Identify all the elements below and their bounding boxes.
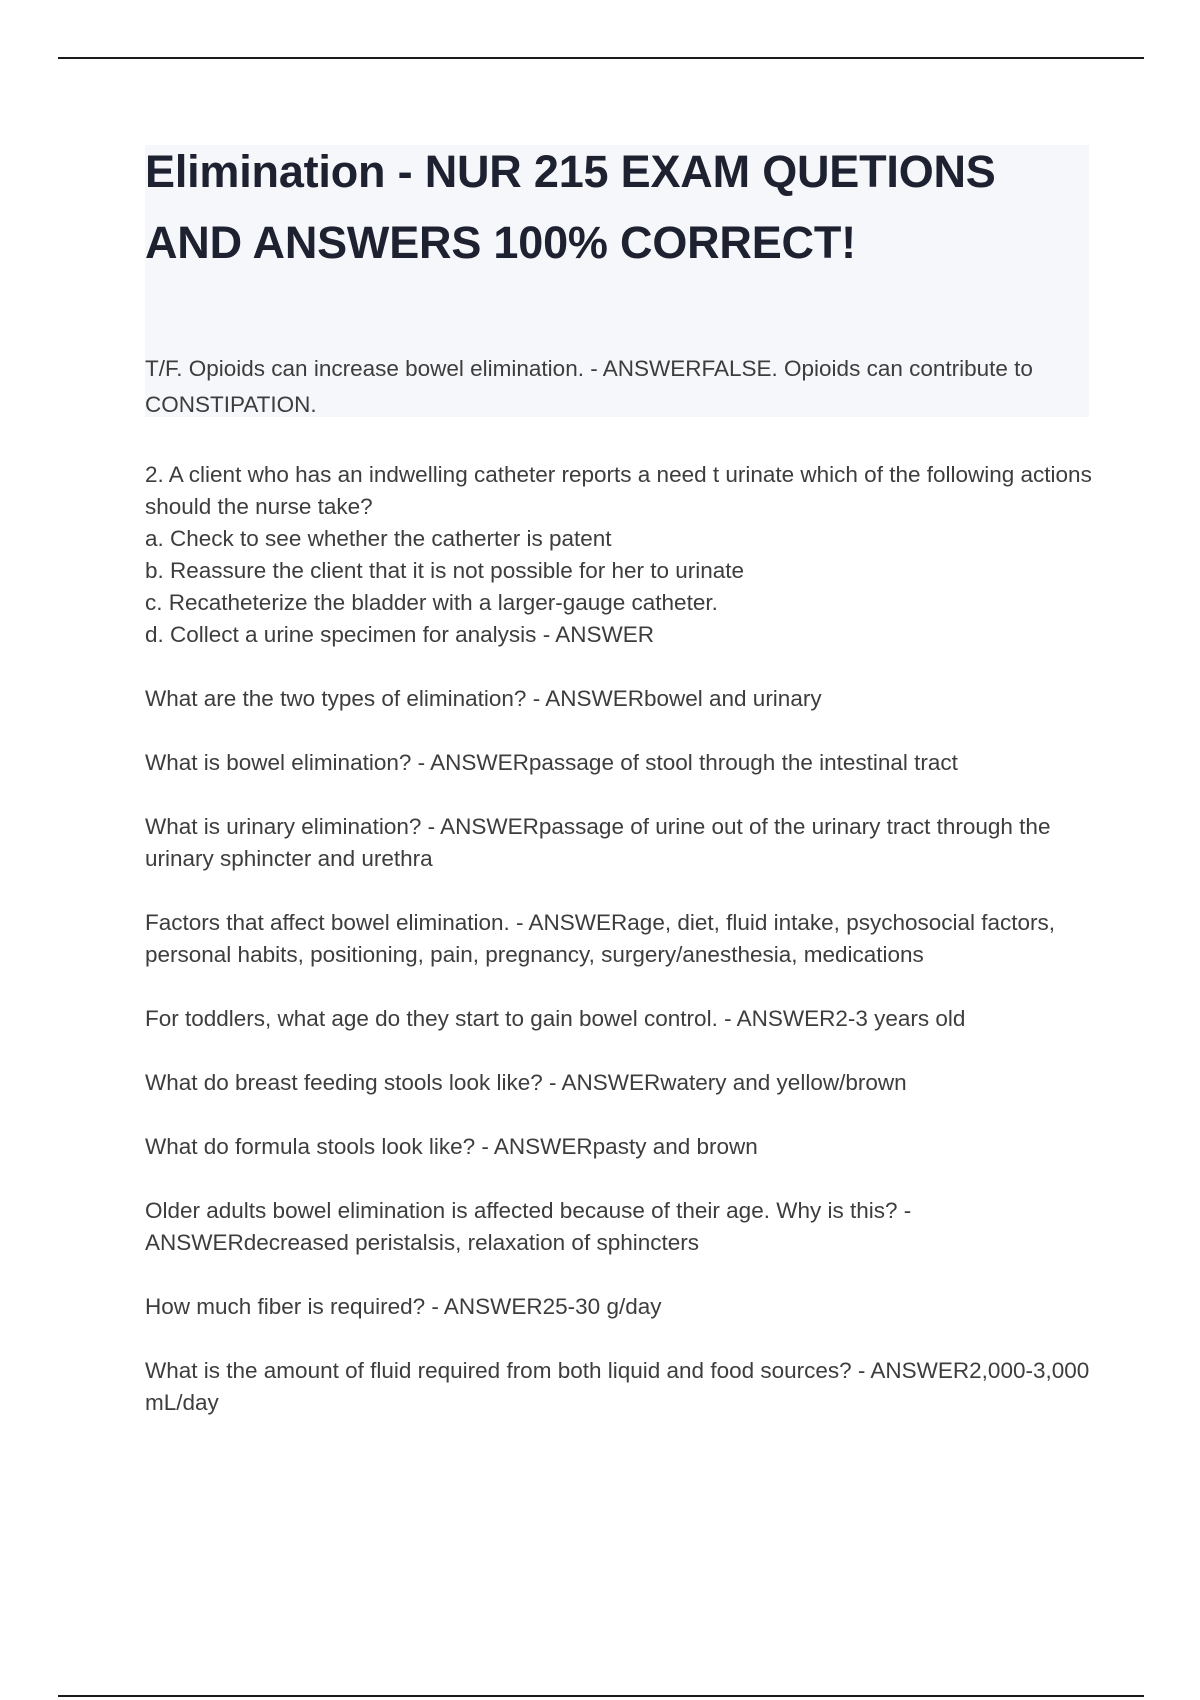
qa-item-4: What is bowel elimination? - ANSWERpassage of stool through the intestinal tract <box>145 750 958 775</box>
qa-item-8: What do breast feeding stools look like? - ANSWERwatery and yellow/brown <box>145 1070 907 1095</box>
question-text: What is urinary elimination? <box>145 814 422 839</box>
qa-item-10: Older adults bowel elimination is affected because of their age. Why is this? - ANSWERdecreased peristalsis, relaxation of sphincters <box>145 1198 912 1255</box>
question-text: Factors that affect bowel elimination. <box>145 910 510 935</box>
answer-text: pasty and brown <box>592 1134 758 1159</box>
option-d-text: d. Collect a urine specimen for analysis <box>145 622 537 647</box>
question-text: T/F. Opioids can increase bowel elimination. <box>145 356 584 381</box>
question-text: For toddlers, what age do they start to gain bowel control. <box>145 1006 718 1031</box>
option-a: a. Check to see whether the catherter is patent <box>145 526 612 551</box>
answer-text: 2-3 years old <box>835 1006 966 1031</box>
answer-text: passage of stool through the intestinal tract <box>528 750 958 775</box>
question-text: What do breast feeding stools look like? <box>145 1070 543 1095</box>
question-text: What is bowel elimination? <box>145 750 412 775</box>
qa-item-6: Factors that affect bowel elimination. - ANSWERage, diet, fluid intake, psychosocial factors, personal habits, positioning, pain, pregnancy, surgery/anesthesia, medications <box>145 910 1056 967</box>
option-d: d. Collect a urine specimen for analysis - ANSWER <box>145 622 654 647</box>
question-text: How much fiber is required? <box>145 1294 426 1319</box>
qa-content <box>145 351 1095 1451</box>
option-c: c. Recatheterize the bladder with a larger-gauge catheter. <box>145 590 718 615</box>
answer-text: passage of urine out of the urinary tract through the urinary sphincter and urethra <box>145 814 1051 871</box>
question-text: Older adults bowel elimination is affected because of their age. Why is this? <box>145 1198 898 1223</box>
qa-item-1: T/F. Opioids can increase bowel elimination. - ANSWERFALSE. Opioids can contribute to CONSTIPATION. <box>145 356 1033 417</box>
question-text: 2. A client who has an indwelling catheter reports a need t urinate which of the following actions should the nurse take? <box>145 462 1092 519</box>
qa-item-3: What are the two types of elimination? - ANSWERbowel and urinary <box>145 686 822 711</box>
bottom-rule <box>58 1695 1144 1697</box>
question-text: What do formula stools look like? <box>145 1134 476 1159</box>
document-title: Elimination - NUR 215 EXAM QUETIONS AND ANSWERS 100% CORRECT! <box>145 146 996 268</box>
qa-item-5: What is urinary elimination? - ANSWERpassage of urine out of the urinary tract through the urinary sphincter and urethra <box>145 814 1051 871</box>
qa-item-7: For toddlers, what age do they start to gain bowel control. - ANSWER2-3 years old <box>145 1006 966 1031</box>
answer-options <box>145 523 1095 651</box>
qa-item-2 <box>145 459 1095 651</box>
qa-item-9: What do formula stools look like? - ANSWERpasty and brown <box>145 1134 758 1159</box>
answer-text: watery and yellow/brown <box>660 1070 907 1095</box>
answer-text: FALSE. Opioids can contribute to CONSTIPATION. <box>145 356 1033 417</box>
answer-text: 25-30 g/day <box>542 1294 662 1319</box>
answer-text: bowel and urinary <box>643 686 822 711</box>
qa-item-12: What is the amount of fluid required from both liquid and food sources? - ANSWER2,000-3,000 mL/day <box>145 1358 1090 1415</box>
option-b: b. Reassure the client that it is not possible for her to urinate <box>145 558 745 583</box>
answer-text: 2,000-3,000 mL/day <box>145 1358 1090 1415</box>
qa-item-11: How much fiber is required? - ANSWER25-30 g/day <box>145 1294 662 1319</box>
answer-text: decreased peristalsis, relaxation of sphincters <box>243 1230 699 1255</box>
question-text: What are the two types of elimination? <box>145 686 527 711</box>
top-rule <box>58 57 1144 59</box>
answer-text: age, diet, fluid intake, psychosocial factors, personal habits, positioning, pain, pregnancy, surgery/anesthesia, medications <box>145 910 1056 967</box>
question-text: What is the amount of fluid required from both liquid and food sources? <box>145 1358 852 1383</box>
